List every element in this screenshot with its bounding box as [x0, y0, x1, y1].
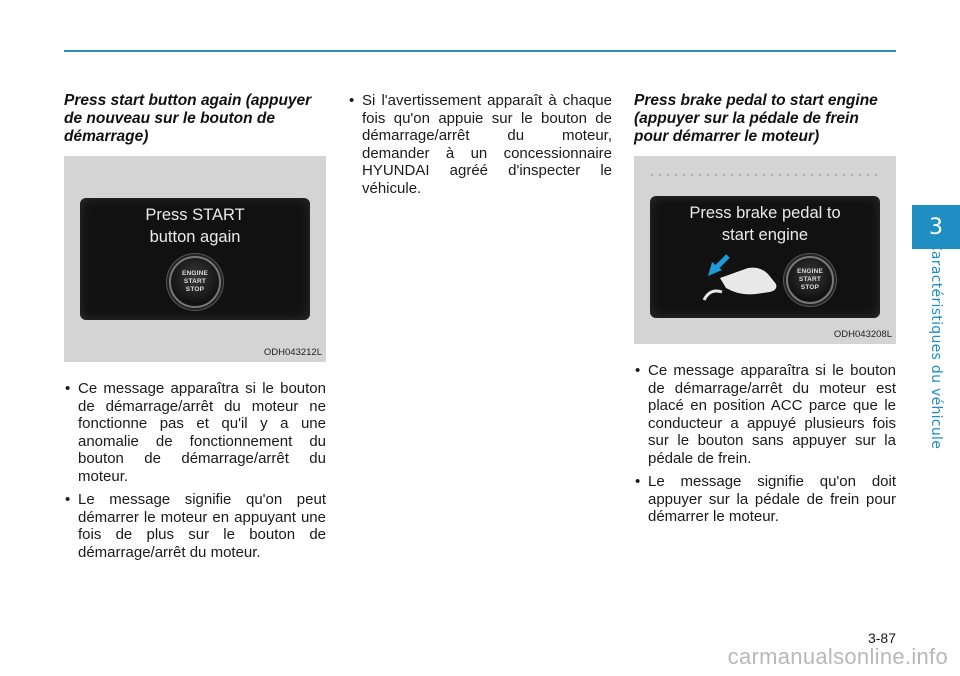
list-item: • Ce message apparaîtra si le bouton de démarrage/arrêt du moteur est placé en position ACC parce que le conducteur a appuyé plusieurs fois sur le bouton sans appuyer sur la pédale de frein.: [634, 362, 896, 467]
button-text-2: START: [183, 278, 207, 285]
page-number: 3-87: [867, 630, 896, 646]
list-item: • Le message signifie qu'on peut démarrer le moteur en appuyant une fois de plus sur le bouton de démarrage/arrêt du moteur.: [64, 491, 326, 561]
list-item: • Ce message apparaîtra si le bouton de démarrage/arrêt du moteur ne fonctionne pas et qu'il y a une anomalie de fonctionnement du bouton de démarrage/arrêt du moteur.: [64, 380, 326, 485]
engine-start-stop-icon: [169, 256, 221, 308]
cluster-display: [80, 198, 310, 320]
header-rule: [64, 50, 896, 52]
column-middle: [348, 92, 612, 203]
display-message: [650, 202, 880, 246]
watermark: carmanualsonline.info: [727, 644, 948, 669]
bullet-list: [348, 92, 612, 197]
display-line-1: Press brake pedal to: [689, 204, 841, 222]
figure-press-start: [64, 156, 326, 362]
figure-code: ODH043208L: [833, 329, 892, 340]
list-item: • Si l'avertissement apparaît à chaque fois qu'on appuie sur le bouton de démarrage/arrêt du moteur, demander à un concessionnaire HYUNDAI agréé d'inspecter le véhicule.: [348, 92, 612, 197]
shoe-icon: [720, 268, 776, 295]
figure-code: ODH043212L: [263, 347, 322, 358]
bullet-list: [64, 380, 326, 561]
figure-press-brake: [634, 156, 896, 344]
button-text-1: ENGINE: [181, 270, 209, 277]
button-text-3: STOP: [800, 284, 820, 291]
button-text-2: START: [798, 276, 822, 283]
section-heading-press-brake: Press brake pedal to start engine (appuyer sur la pédale de frein pour démarrer le moteur): [634, 92, 878, 145]
decorative-dots: [648, 172, 882, 178]
button-text-1: ENGINE: [796, 268, 824, 275]
display-line-2: start engine: [721, 226, 809, 244]
list-item: • Le message signifie qu'on doit appuyer sur la pédale de frein pour démarrer le moteur.: [634, 473, 896, 526]
engine-start-stop-icon: [786, 256, 834, 304]
cluster-display: [650, 196, 880, 318]
chapter-number: 3: [929, 214, 943, 240]
brake-pedal-icon: [700, 252, 800, 308]
column-right: [634, 92, 896, 532]
display-line-1: Press START: [145, 206, 245, 224]
section-heading-press-start: Press start button again (appuyer de nouveau sur le bouton de démarrage): [64, 92, 312, 145]
column-left: [64, 92, 326, 567]
display-line-2: button again: [149, 228, 241, 246]
chapter-title: Caractéristiques du véhicule: [928, 240, 944, 450]
pedal-arc-icon: [704, 291, 722, 300]
display-message: [80, 204, 310, 248]
button-text-3: STOP: [185, 286, 205, 293]
bullet-list: [634, 362, 896, 526]
